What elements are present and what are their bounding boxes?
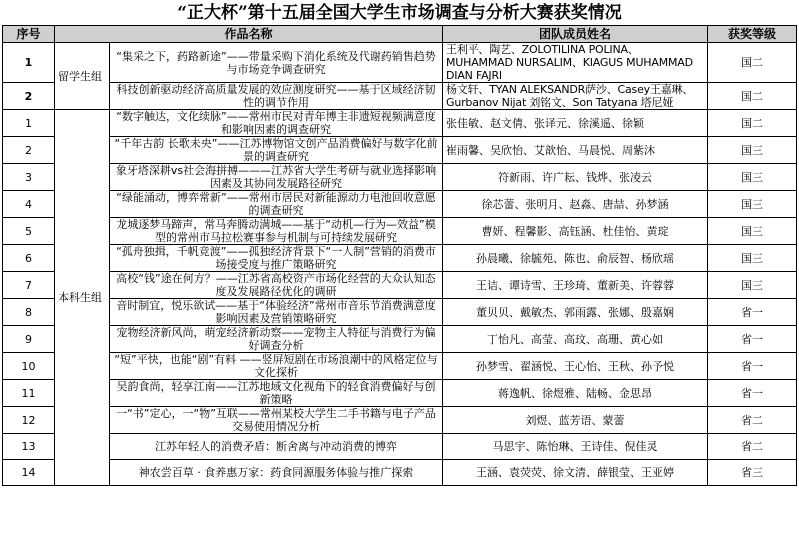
- row-award: 国二: [708, 110, 797, 137]
- table-row: [3, 191, 797, 218]
- row-team: 张佳敏、赵文倩、张译元、徐溪遥、徐颖: [443, 110, 708, 137]
- row-team: 丁怡凡、高莹、高玟、高珊、黄心如: [443, 326, 708, 353]
- row-work: “千年古韵 长歌未央”——江苏博物馆文创产品消费偏好与数字化前景的调查研究: [110, 137, 443, 164]
- row-award: 国三: [708, 164, 797, 191]
- row-award: 省一: [708, 380, 797, 407]
- table-row: [3, 272, 797, 299]
- header-seq: 序号: [3, 26, 55, 43]
- row-team: 孙梦雪、翟涵悦、王心怡、王秋、孙予悦: [443, 353, 708, 380]
- row-team: 蒋逸帆、徐煜雅、陆畅、金思昂: [443, 380, 708, 407]
- awards-table: [2, 25, 797, 486]
- row-seq: 5: [3, 218, 55, 245]
- row-team: 徐芯蕾、张明月、赵淼、唐喆、孙梦涵: [443, 191, 708, 218]
- row-award: 国三: [708, 191, 797, 218]
- row-seq: 2: [3, 83, 55, 110]
- row-work: 音时制宜，悦乐欲试——基于“体验经济”常州市音乐节消费满意度影响因素及营销策略研究: [110, 299, 443, 326]
- table-row: [3, 353, 797, 380]
- row-seq: 12: [3, 407, 55, 434]
- row-seq: 2: [3, 137, 55, 164]
- row-work: 宠物经济新风尚，萌宠经济新动察——宠物主人特征与消费行为偏好调查分析: [110, 326, 443, 353]
- row-seq: 4: [3, 191, 55, 218]
- row-seq: 1: [3, 43, 55, 83]
- row-work: 高校“钱”途在何方？——江苏省高校资产市场化经营的大众认知态度及发展路径优化的调研: [110, 272, 443, 299]
- row-team: 杨文轩、TYAN ALEKSANDR萨沙、Casey王嘉琳、Gurbanov Nijat 刘铭文、Son Tatyana 塔尼娅: [443, 83, 708, 110]
- row-seq: 13: [3, 434, 55, 460]
- header-work: 作品名称: [55, 26, 443, 43]
- row-work: 龙城逐梦马蹄声，常马奔腾动满城——基于“动机—行为—效益”模型的常州市马拉松赛事参与机制与可持续发展研究: [110, 218, 443, 245]
- row-team: 董贝贝、戴敏杰、郭雨露、张娜、殷嘉娴: [443, 299, 708, 326]
- row-team: 刘煜、蓝芳语、蒙蕾: [443, 407, 708, 434]
- row-team: 崔雨馨、吴欣怡、艾歆怡、马晨悦、周紫沐: [443, 137, 708, 164]
- row-work: 象牙塔深耕vs社会海拼搏———江苏省大学生考研与就业选择影响因素及其协同发展路径研究: [110, 164, 443, 191]
- row-team: 孙晨曦、徐毓苑、陈也、俞辰智、杨欣瑶: [443, 245, 708, 272]
- group-label-foreign: 留学生组: [55, 43, 110, 110]
- row-work: 科技创新驱动经济高质量发展的效应测度研究——基于区域经济韧性的调节作用: [110, 83, 443, 110]
- table-row: [3, 407, 797, 434]
- row-seq: 1: [3, 110, 55, 137]
- row-work: “数字触达，文化续脉”——常州市民对青年博主非遗短视频满意度和影响因素的调查研究: [110, 110, 443, 137]
- table-row: [3, 460, 797, 486]
- row-work: 神农尝百草 · 食养惠万家：药食同源服务体验与推广探索: [110, 460, 443, 486]
- row-seq: 6: [3, 245, 55, 272]
- row-team: 王利平、陶艺、ZOLOTILINA POLINA、MUHAMMAD NURSALIM、KIAGUS MUHAMMAD DIAN FAJRI: [443, 43, 708, 83]
- row-award: 国二: [708, 43, 797, 83]
- row-award: 国三: [708, 137, 797, 164]
- header-row: [3, 26, 797, 43]
- row-award: 省三: [708, 460, 797, 486]
- table-row: [3, 164, 797, 191]
- row-work: “绿能涌动，博弈常新”——常州市居民对新能源动力电池回收意愿的调查研究: [110, 191, 443, 218]
- table-row: [3, 43, 797, 83]
- row-seq: 11: [3, 380, 55, 407]
- row-award: 省一: [708, 299, 797, 326]
- row-team: 马思宇、陈怡琳、王诗佳、倪佳灵: [443, 434, 708, 460]
- row-work: 江苏年轻人的消费矛盾：断舍离与冲动消费的博弈: [110, 434, 443, 460]
- row-seq: 10: [3, 353, 55, 380]
- table-row: [3, 110, 797, 137]
- table-row: [3, 326, 797, 353]
- row-award: 省二: [708, 407, 797, 434]
- row-award: 国二: [708, 83, 797, 110]
- row-work: “短”平快，也能“剧”有料 ——竖屏短剧在市场浪潮中的风格定位与文化探析: [110, 353, 443, 380]
- row-work: “集采之下，药路新途”——带量采购下消化系统及代谢药销售趋势与市场竞争调查研究: [110, 43, 443, 83]
- row-award: 省二: [708, 434, 797, 460]
- row-team: 曹妍、程馨影、高钰涵、杜佳怡、黄琔: [443, 218, 708, 245]
- table-row: [3, 245, 797, 272]
- row-seq: 9: [3, 326, 55, 353]
- row-seq: 14: [3, 460, 55, 486]
- group-label-undergrad: 本科生组: [55, 110, 110, 486]
- row-award: 国三: [708, 245, 797, 272]
- table-row: [3, 380, 797, 407]
- table-row: [3, 83, 797, 110]
- page-title: “正大杯”第十五届全国大学生市场调查与分析大赛获奖情况: [177, 3, 622, 23]
- header-team: 团队成员姓名: [443, 26, 708, 43]
- row-seq: 7: [3, 272, 55, 299]
- header-award: 获奖等级: [708, 26, 797, 43]
- table-row: [3, 137, 797, 164]
- table-row: [3, 299, 797, 326]
- row-seq: 3: [3, 164, 55, 191]
- row-team: 符新雨、许广耘、钱烨、张凌云: [443, 164, 708, 191]
- row-team: 王涵、袁荧荧、徐文清、薛银莹、王亚婷: [443, 460, 708, 486]
- row-award: 省一: [708, 326, 797, 353]
- row-award: 省一: [708, 353, 797, 380]
- row-seq: 8: [3, 299, 55, 326]
- row-award: 国三: [708, 218, 797, 245]
- row-work: “孤舟独揖，千帆竞渡”——孤独经济背景下“一人制”营销的消费市场接受度与推广策略研究: [110, 245, 443, 272]
- row-award: 国三: [708, 272, 797, 299]
- row-work: 一“书”定心，一“物”互联——常州某校大学生二手书籍与电子产品交易使用情况分析: [110, 407, 443, 434]
- row-work: 吴韵食尚，轻享江南——江苏地域文化视角下的轻食消费偏好与创新策略: [110, 380, 443, 407]
- table-row: [3, 218, 797, 245]
- row-team: 王诘、谭诗雪、王珍琦、董新美、许蓉蓉: [443, 272, 708, 299]
- table-row: [3, 434, 797, 460]
